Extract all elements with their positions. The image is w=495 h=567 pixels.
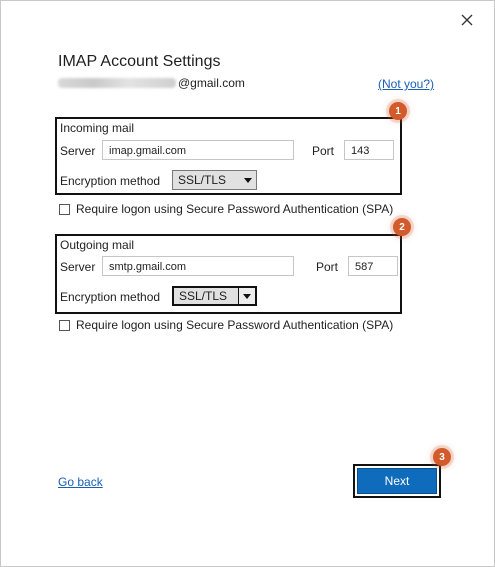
incoming-spa-checkbox[interactable] xyxy=(59,204,70,215)
outgoing-section-label: Outgoing mail xyxy=(60,238,135,252)
outgoing-encryption-value: SSL/TLS xyxy=(179,289,228,303)
outgoing-server-label: Server xyxy=(60,260,96,274)
step-badge-3: 3 xyxy=(433,448,451,466)
close-button[interactable] xyxy=(456,9,478,31)
account-email xyxy=(58,76,245,90)
incoming-port-input[interactable]: 143 xyxy=(344,140,394,160)
incoming-section-label: Incoming mail xyxy=(60,121,135,135)
outgoing-mail-section xyxy=(55,234,402,314)
chevron-down-icon xyxy=(240,171,256,189)
incoming-encryption-label: Encryption method xyxy=(60,174,161,188)
outgoing-server-input[interactable]: smtp.gmail.com xyxy=(102,256,294,276)
go-back-link[interactable]: Go back xyxy=(58,475,103,489)
close-icon xyxy=(461,14,473,26)
chevron-down-icon xyxy=(238,288,255,304)
page-title: IMAP Account Settings xyxy=(58,53,221,70)
incoming-encryption-value: SSL/TLS xyxy=(178,173,227,187)
step-badge-1: 1 xyxy=(389,102,407,120)
outgoing-port-label: Port xyxy=(316,260,339,274)
not-you-link[interactable]: (Not you?) xyxy=(378,77,435,91)
redacted-email-user xyxy=(58,78,176,88)
incoming-encryption-select[interactable] xyxy=(172,170,257,190)
outgoing-spa-checkbox[interactable] xyxy=(59,320,70,331)
incoming-mail-section xyxy=(55,117,402,195)
incoming-server-input[interactable]: imap.gmail.com xyxy=(102,140,294,160)
incoming-server-label: Server xyxy=(60,144,96,158)
step-badge-2: 2 xyxy=(393,218,411,236)
outgoing-spa-row[interactable] xyxy=(59,318,393,332)
incoming-port-label: Port xyxy=(312,144,335,158)
outgoing-port-input[interactable]: 587 xyxy=(348,256,398,276)
incoming-spa-row[interactable] xyxy=(59,202,393,216)
outgoing-spa-label: Require logon using Secure Password Authentication (SPA) xyxy=(76,318,394,332)
next-button[interactable]: Next xyxy=(357,468,437,494)
outgoing-encryption-select[interactable] xyxy=(172,286,257,306)
outgoing-encryption-label: Encryption method xyxy=(60,290,161,304)
incoming-spa-label: Require logon using Secure Password Authentication (SPA) xyxy=(76,202,394,216)
email-domain: @gmail.com xyxy=(178,76,245,90)
